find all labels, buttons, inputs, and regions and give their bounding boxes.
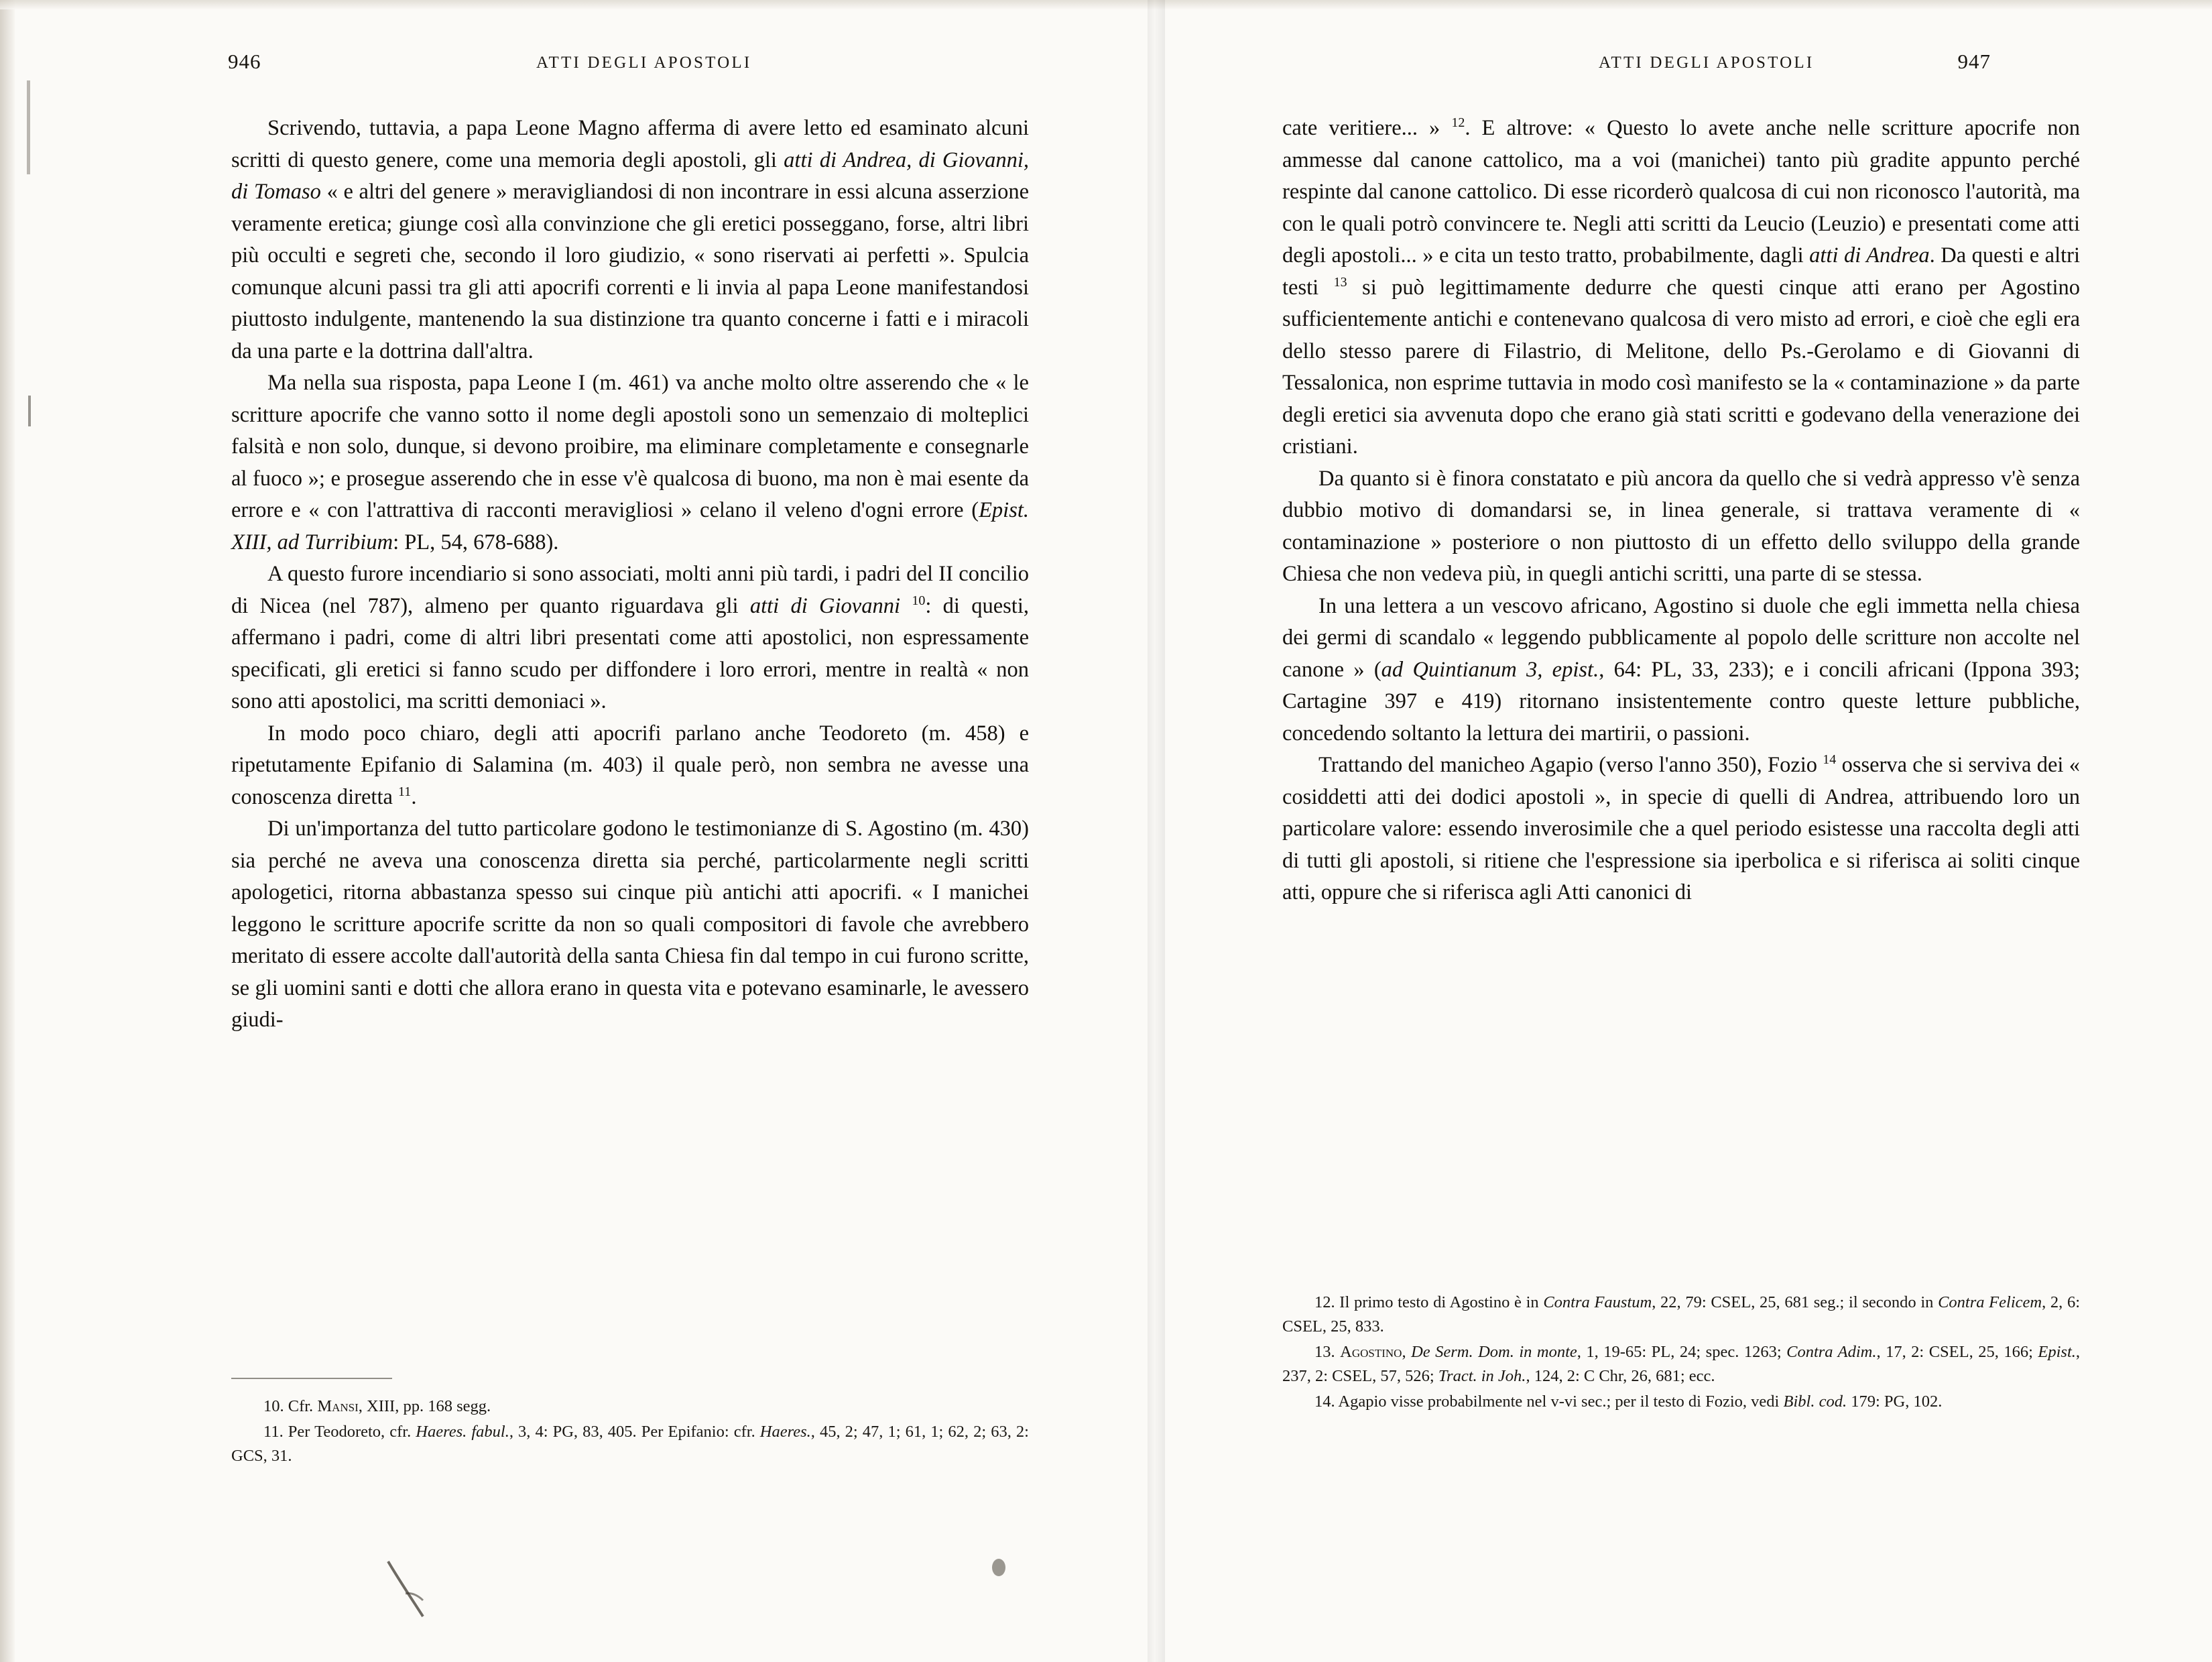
right-page-footnotes — [1282, 1291, 2080, 1415]
paragraph: Da quanto si è finora constatato e più ancora da quello che si vedrà appresso v'è senza dubbio motivo di domandarsi se, in linea generale, si trattava veramente di « contaminazione » posteriore o non piuttosto di un effetto dello sviluppo della grande Chiesa che non vedeva più, in quegli antichi scritti, una parte di se stessa. — [1282, 466, 2080, 586]
footnote: 13. Agostino, De Serm. Dom. in monte, 1, 19-65: PL, 24; spec. 1263; Contra Adim., 17, 2: CSEL, 25, 166; Epist., 237, 2: CSEL, 57, 526; Tract. in Joh., 124, 2: C Chr, 26, 681; ecc. — [1282, 1343, 2081, 1385]
right-page-text-column — [1282, 113, 2080, 909]
paragraph: Trattando del manicheo Agapio (verso l'anno 350), Fozio $^{14}$ osserva che si serviva dei « cosiddetti atti dei dodici apostoli », in specie di quelli di Andrea, attribuendo loro un particolare valore: essendo inverosimile che a quel periodo esistesse una raccolta degli atti di tutti gli apostoli, si ritiene che l'espressione sia iperbolica e si riferisca ai soliti cinque atti, oppure che si riferisca agli Atti canonici di — [1282, 752, 2080, 904]
left-page-footnotes — [231, 1394, 1029, 1470]
paragraph: cate veritiere... » $^{12}$. E altrove: « Questo lo avete anche nelle scritture apocrife non ammesse dal canone cattolico, ma a voi (manichei) tanto più gradite appunto perché respinte dal canone cattolico. Di esse ricorderò qualcosa di cui non riconosco l'autorità, ma con le quali potrò convincere te. Negli atti scritti da Leucio (Leuzio) e presentati come atti degli apostoli... » e cita un testo tratto, probabilmente, dagli atti di Andrea. Da questi e altri testi $^{13}$ si può legittimamente dedurre che questi cinque atti erano per Agostino sufficientemente antichi e contenevano qualcosa di vero misto ad errori, e cioè che egli era dello stesso parere di Filastrio, di Melitone, dello Ps.-Gerolamo e di Giovanni di Tessalonica, non esprime tuttavia in modo così manifesto se la « contaminazione » da parte degli eretici sia avvenuta dopo che erano già stati scritti e godevano della venerazione dei cristiani. — [1282, 115, 2081, 459]
running-head-left: ATTI DEGLI APOSTOLI — [536, 54, 752, 72]
page-number-right: 947 — [1957, 50, 1991, 73]
paragraph: Ma nella sua risposta, papa Leone I (m. 461) va anche molto oltre asserendo che « le scritture apocrife che vanno sotto il nome degli apostoli sono un semenzaio di molteplici falsità e non solo, dunque, si devono proibire, ma eliminare completamente e consegnarle al fuoco »; e prosegue asserendo che in esse v'è qualcosa di buono, ma non è mai esente da errore e « con l'attrattiva di racconti meravigliosi » celano il veleno d'ogni errore (Epist. XIII, ad Turribium: PL, 54, 678-688). — [231, 371, 1029, 554]
right-page — [1106, 0, 2212, 1662]
footnote-separator-rule — [231, 1378, 392, 1379]
footnote: 12. Il primo testo di Agostino è in Contra Faustum, 22, 79: CSEL, 25, 681 seg.; il secondo in Contra Felicem, 2, 6: CSEL, 25, 833. — [1282, 1293, 2081, 1335]
ink-smudge — [992, 1559, 1005, 1576]
running-head-right: ATTI DEGLI APOSTOLI — [1599, 54, 1815, 72]
footnote: 14. Agapio visse probabilmente nel v-vi sec.; per il testo di Fozio, vedi Bibl. cod. 179: PG, 102. — [1314, 1392, 1943, 1411]
paragraph: In modo poco chiaro, degli atti apocrifi parlano anche Teodoreto (m. 458) e ripetutamente Epifanio di Salamina (m. 403) il quale però, non sembra ne avesse una conoscenza diretta $^{11}$. — [231, 721, 1029, 809]
paragraph: In una lettera a un vescovo africano, Agostino si duole che egli immetta nella chiesa dei germi di scandalo « leggendo pubblicamente al popolo delle scritture non accolte nel canone » (ad Quintianum 3, epist., 64: PL, 33, 233); e i concili africani (Ippona 393; Cartagine 397 e 419) ritornano insistentemente contro queste letture pubbliche, concedendo soltanto la lettura dei martirii, o passioni. — [1282, 593, 2080, 746]
footnote: 10. Cfr. Mansi, XIII, pp. 168 segg. — [263, 1397, 491, 1415]
page-number-left: 946 — [228, 50, 261, 73]
paragraph: Scrivendo, tuttavia, a papa Leone Magno afferma di avere letto ed esaminato alcuni scritti di questo genere, come una memoria degli apostoli, gli atti di Andrea, di Giovanni, di Tomaso « e altri del genere » meravigliandosi di non incontrare in essi alcuna asserzione veramente eretica; giunge così alla convinzione che gli eretici posseggano, forse, altri libri più occulti e segreti che, secondo il loro giudizio, « sono riservati ai perfetti ». Spulcia comunque alcuni passi tra gli atti apocrifi correnti e li invia al papa Leone manifestandosi piuttosto indulgente, mantenendo la sua distinzione tra quanto concerne i fatti e i miracoli da una parte e la dottrina dall'altra. — [231, 116, 1030, 363]
paragraph: A questo furore incendiario si sono associati, molti anni più tardi, i padri del II concilio di Nicea (nel 787), almeno per quanto riguardava gli atti di Giovanni $^{10}$: di questi, affermano i padri, come di altri libri presentati come atti apostolici, non espressamente specificati, gli eretici si fanno scudo per diffondere i loro errori, mentre in realtà « non sono atti apostolici, ma scritti demoniaci ». — [231, 562, 1029, 713]
paragraph: Di un'importanza del tutto particolare godono le testimonianze di S. Agostino (m. 430) sia perché ne aveva una conoscenza diretta sia perché, particolarmente negli scritti apologetici, ritorna abbastanza spesso sui cinque più antichi atti apocrifi. « I manichei leggono le scritture apocrife scritte da non so quali compositori di favole che avrebbero meritato di essere accolte dall'autorità della santa Chiesa fin dal tempo in cui furono scritte, se gli uomini santi e dotti che allora erano in questa vita e potevano esaminarle, le avessero giudi- — [231, 817, 1029, 1032]
footnote: 11. Per Teodoreto, cfr. Haeres. fabul., 3, 4: PG, 83, 405. Per Epifanio: cfr. Haeres., 45, 2; 47, 1; 61, 1; 62, 2; 63, 2: GCS, 31. — [231, 1423, 1029, 1465]
pencil-stray-mark — [385, 1559, 432, 1619]
left-page-text-column — [231, 113, 1029, 1036]
